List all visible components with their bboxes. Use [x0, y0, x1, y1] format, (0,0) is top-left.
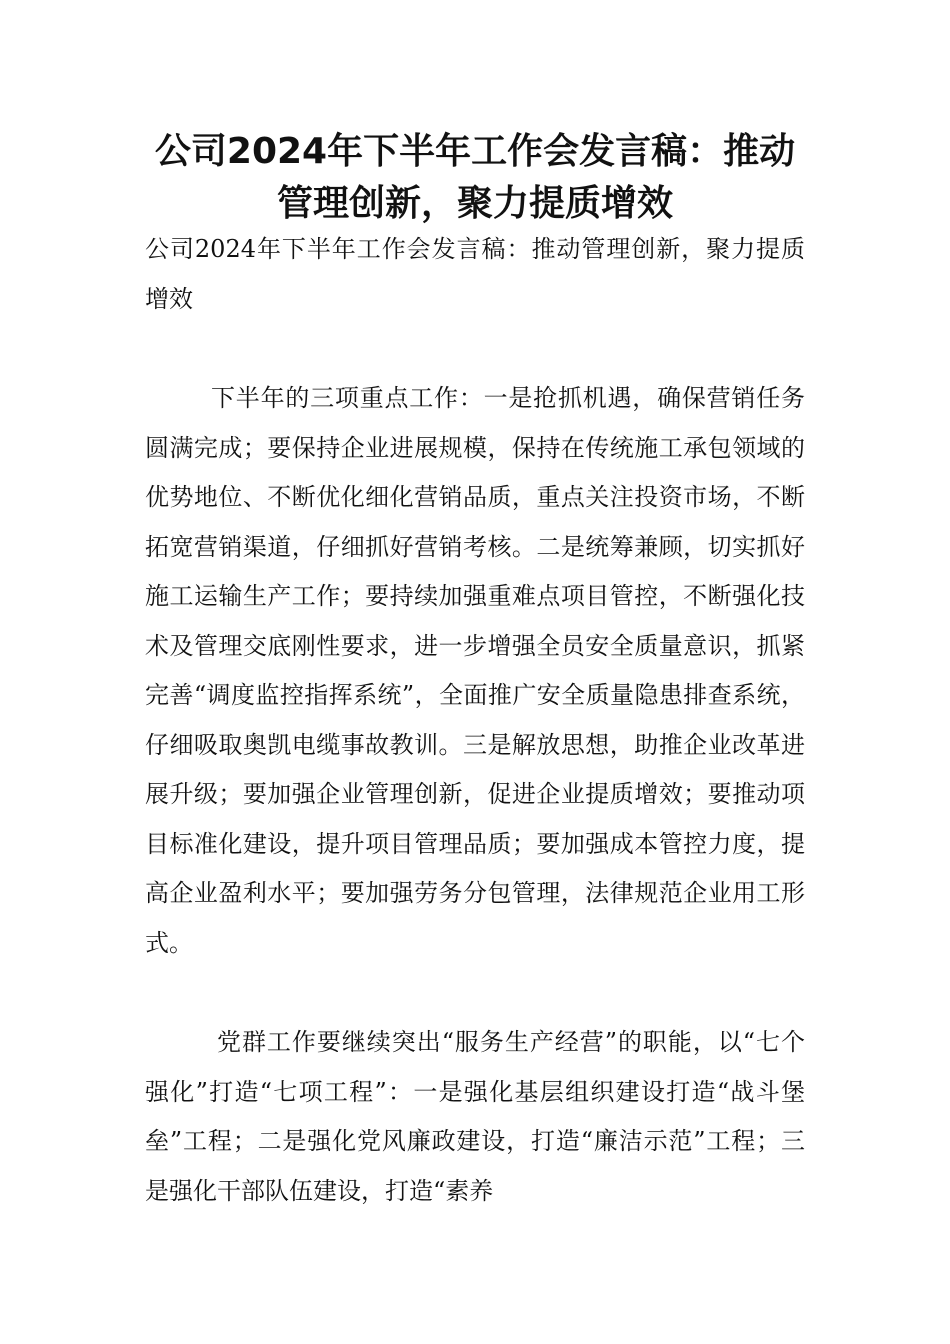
paragraph-party-work: 党群工作要继续突出“服务生产经营”的职能，以“七个强化”打造“七项工程”：一是强化基层组织建设打造“战斗堡垒”工程；二是强化党风廉政建设，打造“廉洁示范”工程；三是强化干部队伍建设，打造“素养 [145, 1028, 805, 1205]
document-subtitle: 公司2024年下半年工作会发言稿：推动管理创新，聚力提质增效 [145, 235, 805, 313]
paragraph-key-tasks: 下半年的三项重点工作：一是抢抓机遇，确保营销任务圆满完成；要保持企业进展规模，保持在传统施工承包领域的优势地位、不断优化细化营销品质，重点关注投资市场，不断拓宽营销渠道，仔细抓好营销考核。二是统筹兼顾，切实抓好施工运输生产工作；要持续加强重难点项目管控，不断强化技术及管理交底刚性要求，进一步增强全员安全质量意识，抓紧完善“调度监控指挥系统”，全面推广安全质量隐患排查系统，仔细吸取奥凯电缆事故教训。三是解放思想，助推企业改革进展升级；要加强企业管理创新，促进企业提质增效；要推动项目标准化建设，提升项目管理品质；要加强成本管控力度，提高企业盈利水平；要加强劳务分包管理，法律规范企业用工形式。 [145, 384, 805, 957]
document-title: 公司2024年下半年工作会发言稿：推动管理创新，聚力提质增效 [154, 131, 796, 224]
